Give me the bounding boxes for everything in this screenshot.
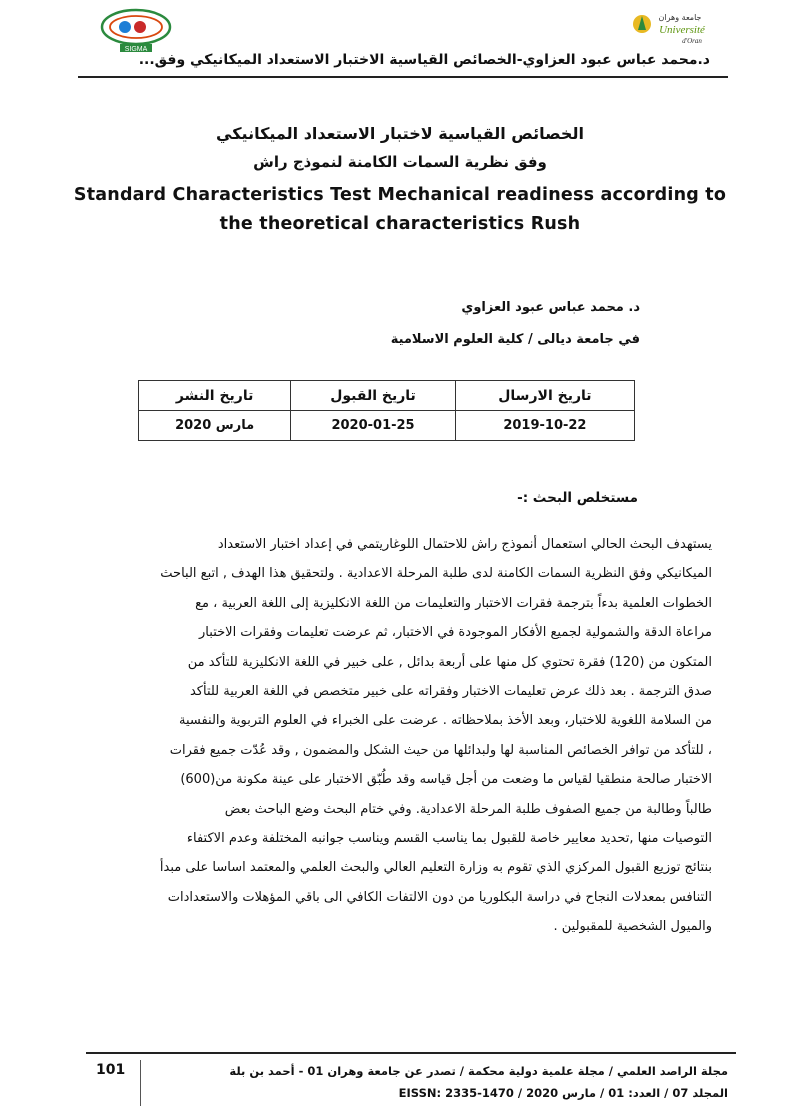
page-number: 101	[96, 1062, 126, 1078]
logo-sub-text: d'Oran	[682, 37, 702, 45]
english-title-line-1: Standard Characteristics Test Mechanical readiness according to	[73, 185, 727, 205]
author-affiliation: في جامعة ديالى / كلية العلوم الاسلامية	[390, 332, 640, 347]
abstract-line: مراعاة الدقة والشمولية لجميع الأفكار الموجودة في الاختبار، ثم عرضت تعليمات وفقرات الاختبار	[199, 625, 712, 641]
logo-ar-text: جامعة وهران	[658, 13, 702, 22]
abstract-line: التنافس بمعدلات النجاح في دراسة البكلوريا من دون الالتفات الكافي الى باقي المؤهلات والاستعدادات	[167, 889, 712, 905]
logo-fr-text: Université	[659, 24, 705, 36]
abstract-line: والميول الشخصية للمقبولين .	[553, 919, 712, 935]
abstract-line: ، للتأكد من توافر الخصائص المناسبة لها ولبدائلها من حيث الشكل والمضمون , وقد عُدّت جميع فقرات	[169, 742, 712, 758]
header-divider	[78, 76, 728, 78]
sigma-logo-text: SIGMA	[124, 46, 148, 52]
dates-value-row	[139, 411, 635, 441]
author-block	[391, 300, 640, 364]
abstract-line: الميكانيكي وفق النظرية السمات الكامنة لدى طلبة المرحلة الاعدادية . ولتحقيق هذا الهدف , اتبع الباحث	[160, 566, 712, 582]
abstract-line: بنتائج توزيع القبول المركزي الذي تقوم به وزارة التعليم العالي والبحث العلمي والمعتمد اساسا على مبدأ	[159, 860, 712, 876]
abstract-line: طالباً وطالبة من جميع الصفوف طلبة المرحلة الاعدادية. وفي ختام البحث وضع الباحث بعض	[224, 801, 712, 817]
abstract-line: الخطوات العلمية بدءاً بترجمة فقرات الاختبار والتعليمات من اللغة الانكليزية إلى اللغة العربية ، مع	[195, 595, 712, 611]
acceptance-date-header: تاريخ القبول	[291, 381, 456, 411]
abstract-line: المتكون من (120) فقرة تحتوي كل منها على أربعة بدائل , على خبير في اللغة الانكليزية للتأكد من	[187, 654, 712, 670]
abstract-line: التوصيات منها ,تحديد معايير خاصة للقبول بما يناسب القسم ويناسب جوانبه المختلفة وعدم الاكتفاء	[186, 831, 712, 847]
journal-footer	[228, 1060, 728, 1104]
publication-date-header: تاريخ النشر	[139, 381, 291, 411]
arabic-title-line-2: وفق نظرية السمات الكامنة لنموذج راش	[253, 153, 547, 171]
abstract-line: صدق الترجمة . بعد ذلك عرض تعليمات الاختبار وفقراته على خبير متخصص في اللغة العربية للتأكد	[189, 684, 712, 700]
running-head: د.محمد عباس عبود العزاوي-الخصائص القياسية الاختبار الاستعداد الميكانيكي وفق...	[138, 52, 710, 68]
submission-date-value: 2019-10-22	[455, 411, 634, 441]
abstract-line: من السلامة اللغوية للاختبار، وبعد الأخذ بملاحظاته . عرضت على الخبراء في العلوم التربوية والنفسية	[178, 713, 712, 729]
author-name: د. محمد عباس عبود العزاوي	[461, 300, 640, 315]
abstract-body	[86, 530, 712, 942]
english-title-line-2: the theoretical characteristics Rush	[219, 214, 581, 234]
sigma-logo	[100, 8, 172, 52]
abstract-line: يستهدف البحث الحالي استعمال أنموذج راش للاحتمال اللوغاريتمي في إعداد اختبار الاستعداد	[217, 537, 712, 552]
title-block	[60, 124, 740, 239]
footer-divider	[86, 1052, 736, 1054]
journal-footer-line-2: المجلد 07 / العدد: 01 / مارس 2020 / EISSN: 2335-1470	[398, 1086, 728, 1100]
abstract-heading: مستخلص البحث :-	[517, 490, 638, 506]
dates-header-row	[139, 381, 635, 411]
submission-date-header: تاريخ الارسال	[455, 381, 634, 411]
journal-footer-line-1: مجلة الراصد العلمي / مجلة علمية دولية محكمة / تصدر عن جامعة وهران 01 - أحمد بن بلة	[229, 1064, 728, 1078]
footer-separator	[140, 1060, 141, 1106]
university-oran-logo	[630, 6, 714, 50]
publication-date-value: مارس 2020	[139, 411, 291, 441]
acceptance-date-value: 2020-01-25	[291, 411, 456, 441]
arabic-title-line-1: الخصائص القياسية لاختبار الاستعداد الميكانيكي	[216, 124, 584, 143]
dates-table	[138, 380, 635, 441]
abstract-line: الاختبار صالحة منطقيا لقياس ما وضعت من أجل قياسه وقد طُبّق الاختبار على عينة مكونة من(600)	[180, 772, 712, 788]
